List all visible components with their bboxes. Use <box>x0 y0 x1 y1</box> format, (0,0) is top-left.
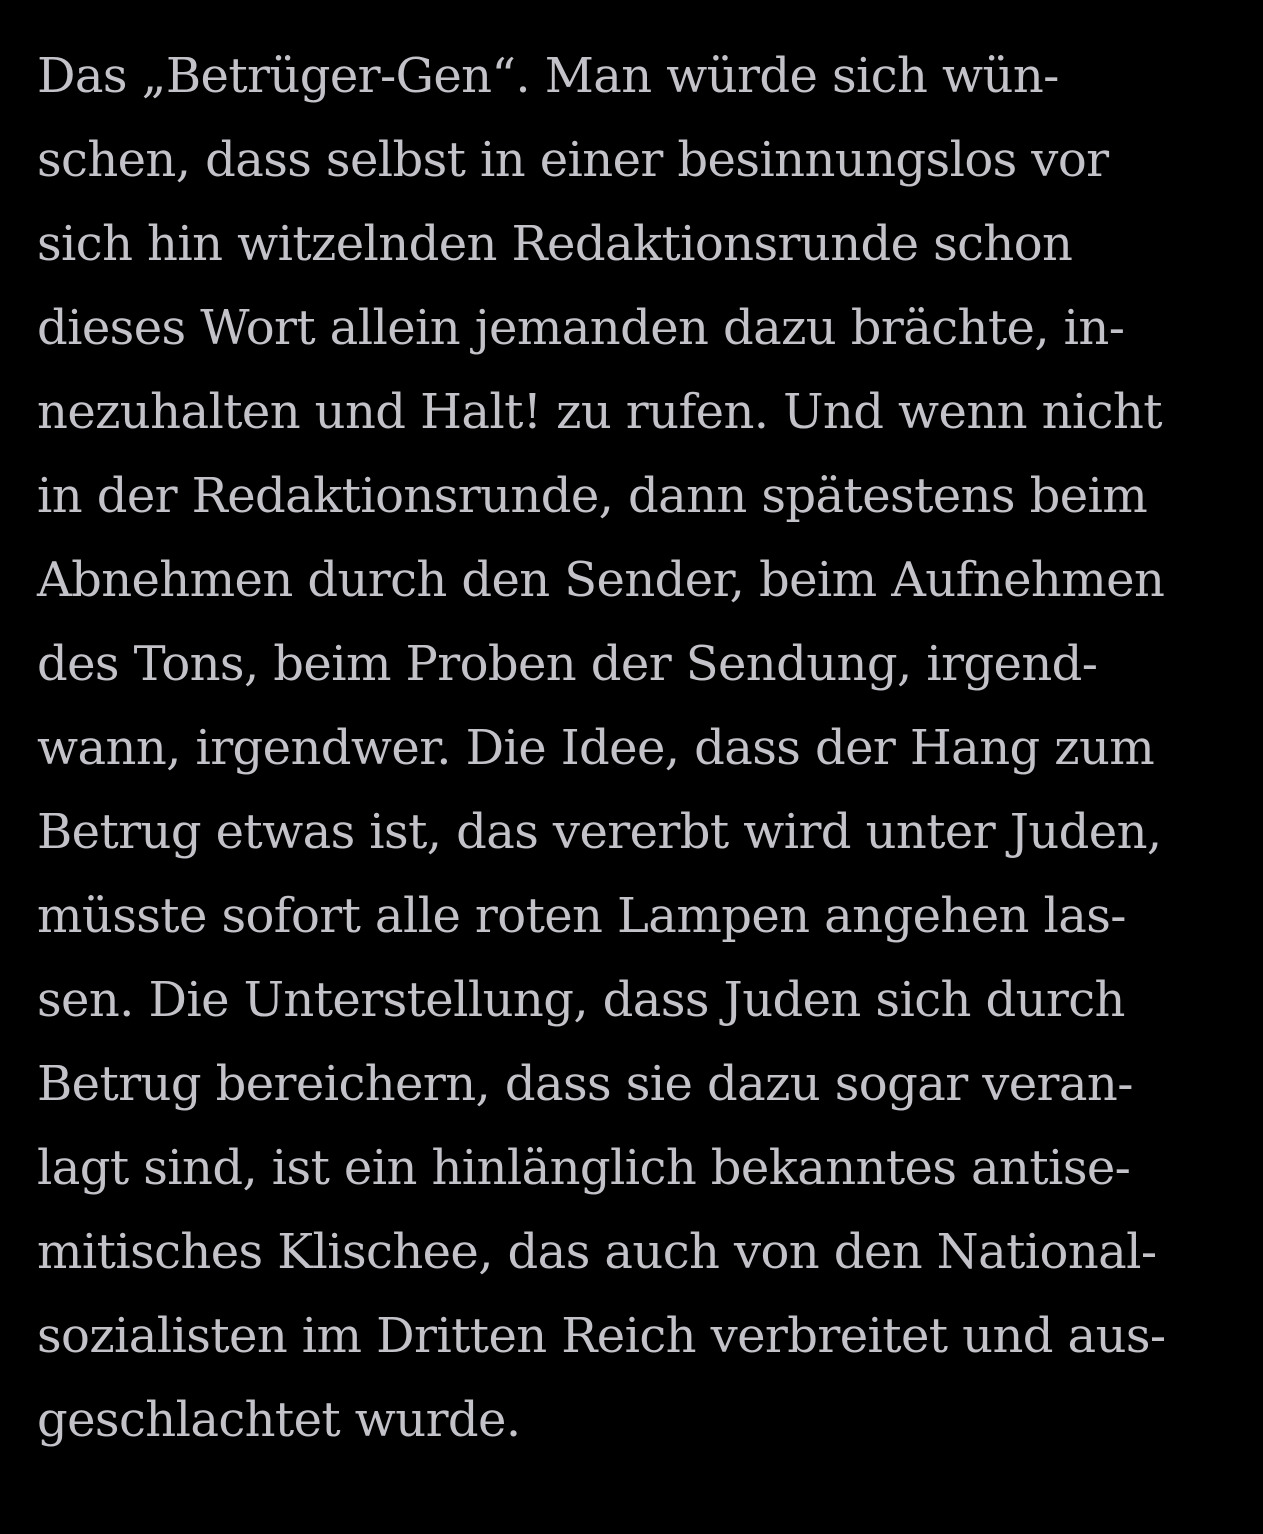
text-line: sen. Die Unterstellung, dass Juden sich durch <box>37 972 1125 1028</box>
text-line: Das „Betrüger-Gen“. Man würde sich wün- <box>37 48 1059 104</box>
text-line: lagt sind, ist ein hinlänglich bekanntes antise- <box>37 1140 1131 1196</box>
article-paragraph <box>37 34 1263 1462</box>
text-line: sich hin witzelnden Redaktionsrunde schon <box>37 216 1073 272</box>
text-line: dieses Wort allein jemanden dazu brächte, in- <box>37 300 1125 356</box>
text-line: nezuhalten und Halt! zu rufen. Und wenn nicht <box>37 384 1162 440</box>
text-line: Betrug bereichern, dass sie dazu sogar veran- <box>37 1056 1133 1112</box>
text-line: des Tons, beim Proben der Sendung, irgend- <box>37 636 1098 692</box>
text-line: geschlachtet wurde. <box>37 1392 521 1448</box>
text-line: wann, irgendwer. Die Idee, dass der Hang zum <box>37 720 1155 776</box>
text-line: müsste sofort alle roten Lampen angehen las- <box>37 888 1126 944</box>
text-line: sozialisten im Dritten Reich verbreitet und aus- <box>37 1308 1166 1364</box>
text-line: mitisches Klischee, das auch von den National- <box>37 1224 1157 1280</box>
text-line: in der Redaktionsrunde, dann spätestens beim <box>37 468 1148 524</box>
text-line: Abnehmen durch den Sender, beim Aufnehmen <box>37 552 1165 608</box>
text-line: Betrug etwas ist, das vererbt wird unter Juden, <box>37 804 1162 860</box>
text-line: schen, dass selbst in einer besinnungslos vor <box>37 132 1109 188</box>
